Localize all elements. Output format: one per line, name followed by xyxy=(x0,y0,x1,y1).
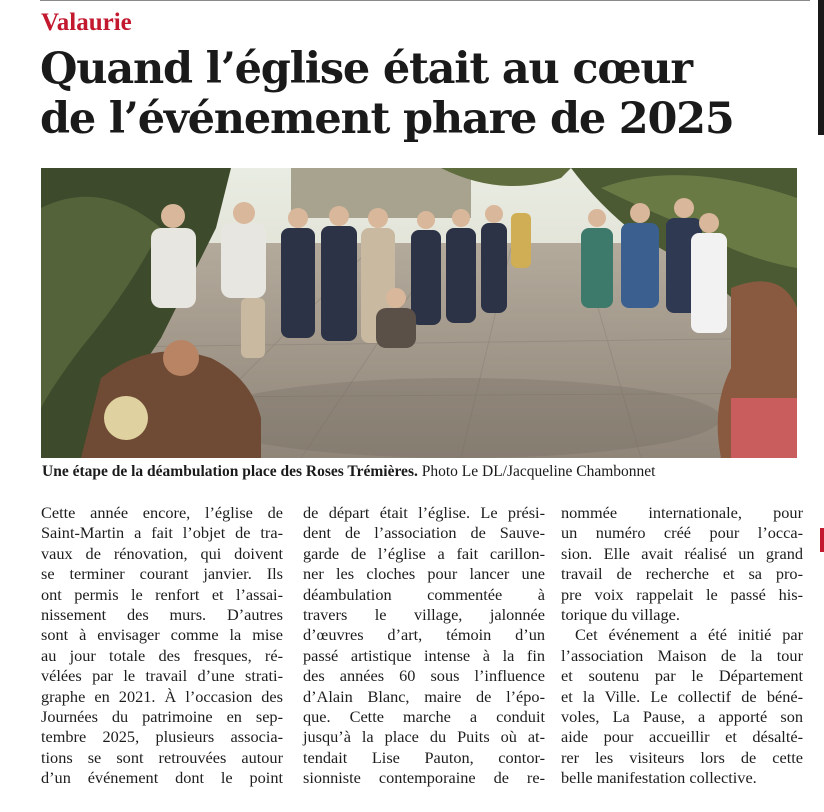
text-line: passé artistique intense à la fin xyxy=(303,645,545,665)
adjacent-article-edge xyxy=(815,0,824,812)
text-line: tembre 2025, plusieurs associa- xyxy=(41,727,283,747)
adjacent-photo-edge xyxy=(818,0,824,135)
text-line: aide pour accueillir et désalté- xyxy=(561,727,803,747)
text-line: jusqu’à la place du Puits où at- xyxy=(303,727,545,747)
headline-line-2: de l’événement phare de 2025 xyxy=(40,94,734,144)
text-line: sionniste contemporaine de re- xyxy=(303,768,545,788)
text-line: de départ était l’église. Le prési- xyxy=(303,503,545,522)
paragraph xyxy=(561,503,803,789)
section-rubric: Valaurie xyxy=(41,9,132,36)
text-line: garde de l’église a fait carillon- xyxy=(303,543,545,563)
text-line: d’œuvres d’art, témoin d’un xyxy=(303,625,545,645)
text-line: travail de recherche et sa pro- xyxy=(561,564,803,584)
adjacent-red-mark xyxy=(820,528,824,552)
text-line: tions se sont retrouvées autour xyxy=(41,747,283,767)
headline-line-1: Quand l’église était au cœur xyxy=(40,44,692,94)
text-line: Cette année encore, l’église de xyxy=(41,503,283,522)
text-line: se terminer courant janvier. Ils xyxy=(41,564,283,584)
text-line: voles, La Pause, a apporté son xyxy=(561,707,803,727)
paragraph xyxy=(41,503,283,789)
text-line: l’association Maison de la tour xyxy=(561,645,803,665)
caption-text: Une étape de la déambulation place des Roses Trémières. xyxy=(42,463,418,480)
paragraph xyxy=(303,503,545,789)
text-line: sion. Elle avait réalisé un grand xyxy=(561,543,803,563)
text-line: ner les cloches pour lancer une xyxy=(303,564,545,584)
text-line: torique du village. xyxy=(561,605,680,625)
top-rule xyxy=(40,0,810,1)
article-column-2 xyxy=(303,503,545,789)
text-line: et soutenu par le Département xyxy=(561,666,803,686)
text-line: nommée internationale, pour xyxy=(561,503,803,522)
text-line: un numéro créé pour l’occa- xyxy=(561,523,803,543)
text-line: sont à envisager comme la mise xyxy=(41,625,283,645)
text-line: Journées du patrimoine en sep- xyxy=(41,707,283,727)
text-line: tendait Lise Pauton, contor- xyxy=(303,747,545,767)
article-column-1 xyxy=(41,503,283,789)
text-line: vaux de rénovation, qui doivent xyxy=(41,543,283,563)
headline xyxy=(40,44,800,144)
text-line: des années 60 sous l’influence xyxy=(303,666,545,686)
text-line: dent de l’association de Sauve- xyxy=(303,523,545,543)
text-line: au jour totale des fresques, ré- xyxy=(41,645,283,665)
text-line: Saint-Martin a fait l’objet de tra- xyxy=(41,523,283,543)
text-line: pre voix rappelait le passé his- xyxy=(561,584,803,604)
text-line: belle manifestation collective. xyxy=(561,768,757,788)
text-line: ont permis le renfort et l’assai- xyxy=(41,584,283,604)
text-line: travers le village, jalonnée xyxy=(303,605,545,625)
text-line: rer les visiteurs lors de cette xyxy=(561,747,803,767)
text-line: nissement des murs. D’autres xyxy=(41,605,283,625)
photo-caption xyxy=(42,463,812,481)
text-line: Cet événement a été initié par xyxy=(575,625,803,645)
text-line: déambulation commentée à xyxy=(303,584,545,604)
text-line: graphe en 2021. À l’occasion des xyxy=(41,686,283,706)
text-line: vélées par le travail d’une strati- xyxy=(41,666,283,686)
article-column-3 xyxy=(561,503,803,789)
text-line: et la Ville. Le collectif de béné- xyxy=(561,686,803,706)
photo-credit: Photo Le DL/Jacqueline Chambonnet xyxy=(421,463,656,480)
text-line: d’un événement dont le point xyxy=(41,768,283,788)
text-line: d’Alain Blanc, maire de l’épo- xyxy=(303,686,545,706)
text-line: que. Cette marche a conduit xyxy=(303,707,545,727)
article-photo xyxy=(41,168,797,458)
